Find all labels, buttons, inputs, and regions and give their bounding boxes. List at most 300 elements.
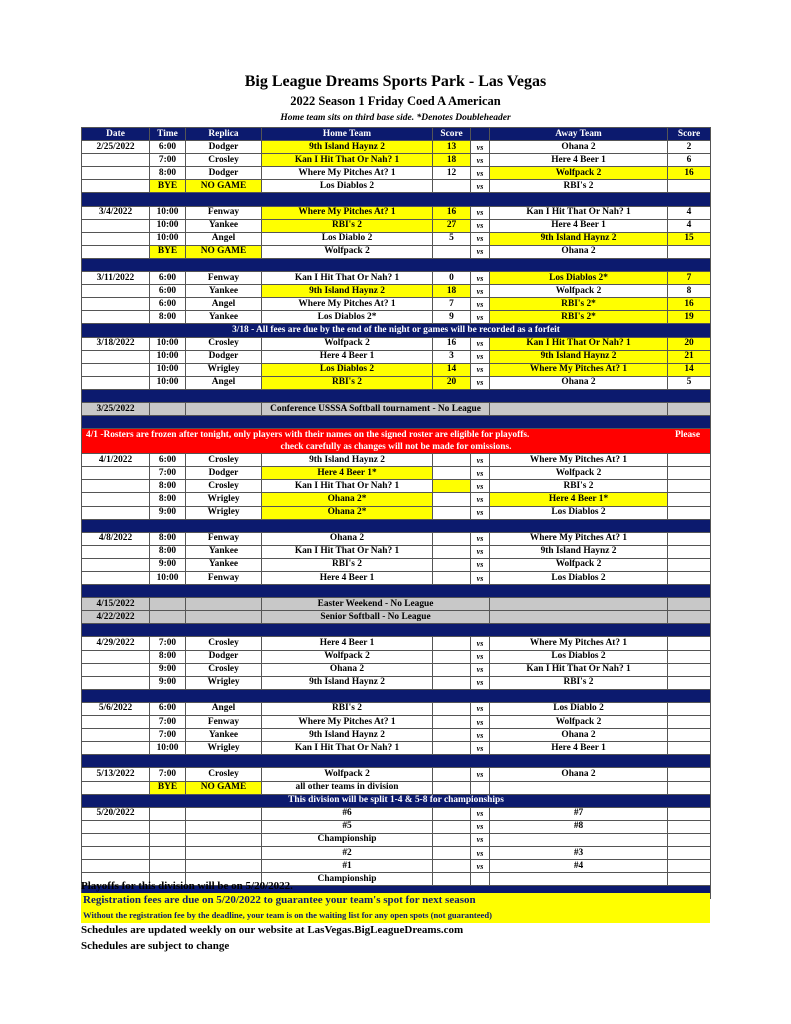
home-score-cell: [433, 532, 471, 545]
empty-cell: [186, 598, 262, 611]
game-row: [82, 219, 711, 232]
away-score-cell: [668, 833, 711, 846]
empty-cell: [150, 402, 186, 415]
home-team-cell: 9th Island Haynz 2: [262, 729, 433, 742]
date-cell: 3/18/2022: [82, 337, 150, 350]
vs-cell: vs: [471, 350, 490, 363]
away-team-cell: RBI's 2*: [490, 311, 668, 324]
vs-cell: vs: [471, 768, 490, 781]
away-team-cell: Los Diablos 2*: [490, 272, 668, 285]
away-team-cell: Kan I Hit That Or Nah? 1: [490, 206, 668, 219]
away-team-cell: Wolfpack 2: [490, 558, 668, 571]
header-away-team: Away Team: [490, 128, 668, 141]
game-row: [82, 298, 711, 311]
replica-cell: Dodger: [186, 467, 262, 480]
away-team-cell: Ohana 2: [490, 768, 668, 781]
roster-alert-row: [82, 429, 711, 454]
header-vs: [471, 128, 490, 141]
time-cell: 7:00: [150, 768, 186, 781]
header-date: Date: [82, 128, 150, 141]
home-team-cell: Kan I Hit That Or Nah? 1: [262, 272, 433, 285]
away-score-cell: [668, 454, 711, 467]
away-team-cell: [490, 833, 668, 846]
home-score-cell: [433, 716, 471, 729]
header-home-team: Home Team: [262, 128, 433, 141]
date-cell: [82, 376, 150, 389]
away-score-cell: 15: [668, 232, 711, 245]
home-score-cell: [433, 768, 471, 781]
time-cell: BYE: [150, 245, 186, 258]
vs-cell: vs: [471, 807, 490, 820]
away-score-cell: [668, 781, 711, 794]
date-cell: [82, 650, 150, 663]
replica-cell: Crosley: [186, 154, 262, 167]
replica-cell: Angel: [186, 376, 262, 389]
vs-cell: vs: [471, 860, 490, 873]
home-score-cell: [433, 506, 471, 519]
game-row: [82, 337, 711, 350]
game-row: [82, 716, 711, 729]
date-cell: [82, 729, 150, 742]
game-row: [82, 637, 711, 650]
away-team-cell: RBI's 2: [490, 480, 668, 493]
home-team-cell: Ohana 2*: [262, 493, 433, 506]
date-cell: 3/11/2022: [82, 272, 150, 285]
away-team-cell: Here 4 Beer 1: [490, 154, 668, 167]
week-separator: [82, 585, 711, 598]
away-team-cell: Where My Pitches At? 1: [490, 454, 668, 467]
date-cell: 5/13/2022: [82, 768, 150, 781]
time-cell: 10:00: [150, 350, 186, 363]
away-team-cell: Los Diablos 2: [490, 572, 668, 585]
away-team-cell: 9th Island Haynz 2: [490, 545, 668, 558]
home-score-cell: [433, 467, 471, 480]
game-row: [82, 742, 711, 755]
replica-cell: Crosley: [186, 454, 262, 467]
home-score-cell: 16: [433, 337, 471, 350]
date-cell: [82, 833, 150, 846]
time-cell: 7:00: [150, 637, 186, 650]
date-cell: [82, 860, 150, 873]
week-separator: [82, 258, 711, 271]
table-header-row: [82, 128, 711, 141]
home-score-cell: 27: [433, 219, 471, 232]
week-separator: [82, 416, 711, 429]
vs-cell: vs: [471, 376, 490, 389]
vs-cell: vs: [471, 480, 490, 493]
date-cell: [82, 663, 150, 676]
game-row: [82, 545, 711, 558]
time-cell: 6:00: [150, 141, 186, 154]
game-row: [82, 572, 711, 585]
vs-cell: vs: [471, 206, 490, 219]
away-team-cell: Kan I Hit That Or Nah? 1: [490, 663, 668, 676]
home-team-cell: RBI's 2: [262, 219, 433, 232]
date-cell: 5/6/2022: [82, 702, 150, 715]
away-team-cell: [490, 873, 668, 886]
away-score-cell: [668, 768, 711, 781]
replica-cell: Crosley: [186, 637, 262, 650]
away-score-cell: [668, 860, 711, 873]
header-away-score: Score: [668, 128, 711, 141]
week-separator: [82, 389, 711, 402]
home-team-cell: Here 4 Beer 1*: [262, 467, 433, 480]
away-score-cell: 7: [668, 272, 711, 285]
empty-cell: [490, 402, 668, 415]
date-cell: [82, 716, 150, 729]
time-cell: BYE: [150, 180, 186, 193]
away-score-cell: [668, 820, 711, 833]
vs-cell: vs: [471, 154, 490, 167]
home-score-cell: [433, 820, 471, 833]
announcement-row: [82, 794, 711, 807]
home-score-cell: [433, 781, 471, 794]
home-score-cell: [433, 742, 471, 755]
game-row: [82, 702, 711, 715]
vs-cell: vs: [471, 141, 490, 154]
away-team-cell: 9th Island Haynz 2: [490, 232, 668, 245]
game-row: [82, 167, 711, 180]
game-row: [82, 454, 711, 467]
time-cell: 9:00: [150, 663, 186, 676]
date-cell: [82, 245, 150, 258]
vs-cell: vs: [471, 167, 490, 180]
away-team-cell: Where My Pitches At? 1: [490, 363, 668, 376]
vs-cell: vs: [471, 833, 490, 846]
date-cell: [82, 167, 150, 180]
away-team-cell: Wolfpack 2: [490, 285, 668, 298]
date-cell: [82, 781, 150, 794]
home-team-cell: all other teams in division: [262, 781, 433, 794]
home-score-cell: 13: [433, 141, 471, 154]
empty-cell: [186, 402, 262, 415]
date-cell: 4/8/2022: [82, 532, 150, 545]
home-score-cell: [433, 245, 471, 258]
time-cell: 6:00: [150, 285, 186, 298]
away-team-cell: Wolfpack 2: [490, 467, 668, 480]
vs-cell: vs: [471, 245, 490, 258]
home-team-cell: Kan I Hit That Or Nah? 1: [262, 480, 433, 493]
time-cell: 6:00: [150, 454, 186, 467]
roster-alert-line2: check carefully as changes will not be made for omissions.: [280, 442, 512, 453]
home-score-cell: 12: [433, 167, 471, 180]
week-separator: [82, 519, 711, 532]
game-row: [82, 180, 711, 193]
replica-cell: Wrigley: [186, 493, 262, 506]
time-cell: 9:00: [150, 558, 186, 571]
away-team-cell: Wolfpack 2: [490, 716, 668, 729]
separator-cell: [82, 624, 711, 637]
date-cell: [82, 820, 150, 833]
vs-cell: vs: [471, 545, 490, 558]
home-score-cell: [433, 180, 471, 193]
date-cell: [82, 545, 150, 558]
vs-cell: vs: [471, 558, 490, 571]
vs-cell: vs: [471, 467, 490, 480]
time-cell: 10:00: [150, 572, 186, 585]
game-row: [82, 480, 711, 493]
replica-cell: Yankee: [186, 311, 262, 324]
empty-cell: [150, 598, 186, 611]
no-league-row: [82, 402, 711, 415]
replica-cell: [186, 846, 262, 859]
home-team-cell: Championship: [262, 833, 433, 846]
home-team-cell: Wolfpack 2: [262, 650, 433, 663]
home-score-cell: [433, 637, 471, 650]
empty-cell: [668, 611, 711, 624]
date-cell: [82, 846, 150, 859]
away-team-cell: 9th Island Haynz 2: [490, 350, 668, 363]
registration-note: Registration fees are due on 5/20/2022 to guarantee your team's spot for next season: [83, 894, 476, 906]
replica-cell: Dodger: [186, 650, 262, 663]
game-row: [82, 663, 711, 676]
away-score-cell: [668, 180, 711, 193]
no-league-text: Easter Weekend - No League: [262, 598, 490, 611]
vs-cell: vs: [471, 298, 490, 311]
away-team-cell: RBI's 2: [490, 676, 668, 689]
game-row: [82, 376, 711, 389]
roster-alert-line1: 4/1 -Rosters are frozen after tonight, only players with their names on the signed roster are eligible for playoffs.: [86, 430, 530, 441]
time-cell: 7:00: [150, 154, 186, 167]
game-row: [82, 807, 711, 820]
home-score-cell: [433, 480, 471, 493]
away-team-cell: #7: [490, 807, 668, 820]
away-team-cell: Here 4 Beer 1*: [490, 493, 668, 506]
vs-cell: vs: [471, 285, 490, 298]
replica-cell: Fenway: [186, 206, 262, 219]
away-team-cell: Here 4 Beer 1: [490, 219, 668, 232]
away-team-cell: Wolfpack 2: [490, 167, 668, 180]
home-team-cell: Where My Pitches At? 1: [262, 716, 433, 729]
away-score-cell: 16: [668, 167, 711, 180]
time-cell: 8:00: [150, 311, 186, 324]
season-subtitle: 2022 Season 1 Friday Coed A American: [290, 94, 501, 108]
vs-cell: vs: [471, 506, 490, 519]
vs-cell: vs: [471, 219, 490, 232]
registration-box: [81, 893, 710, 923]
away-score-cell: [668, 545, 711, 558]
away-score-cell: [668, 532, 711, 545]
away-score-cell: [668, 467, 711, 480]
time-cell: 8:00: [150, 480, 186, 493]
home-team-cell: 9th Island Haynz 2: [262, 676, 433, 689]
time-cell: 10:00: [150, 742, 186, 755]
no-league-text: Conference USSSA Softball tournament - No League: [262, 402, 490, 415]
away-team-cell: RBI's 2*: [490, 298, 668, 311]
game-row: [82, 363, 711, 376]
date-cell: 4/1/2022: [82, 454, 150, 467]
week-separator: [82, 193, 711, 206]
game-row: [82, 532, 711, 545]
home-score-cell: [433, 833, 471, 846]
no-league-row: [82, 598, 711, 611]
away-score-cell: [668, 558, 711, 571]
date-cell: [82, 350, 150, 363]
vs-cell: [471, 873, 490, 886]
game-row: [82, 311, 711, 324]
time-cell: 8:00: [150, 493, 186, 506]
home-team-cell: #6: [262, 807, 433, 820]
date-cell: 5/20/2022: [82, 807, 150, 820]
vs-cell: vs: [471, 454, 490, 467]
away-score-cell: 20: [668, 337, 711, 350]
home-score-cell: [433, 663, 471, 676]
time-cell: [150, 807, 186, 820]
separator-cell: [82, 193, 711, 206]
vs-cell: vs: [471, 676, 490, 689]
replica-cell: Dodger: [186, 141, 262, 154]
game-row: [82, 467, 711, 480]
vs-cell: vs: [471, 702, 490, 715]
game-row: [82, 781, 711, 794]
away-score-cell: 4: [668, 219, 711, 232]
replica-cell: Dodger: [186, 167, 262, 180]
away-score-cell: [668, 506, 711, 519]
replica-cell: [186, 833, 262, 846]
time-cell: 6:00: [150, 702, 186, 715]
empty-cell: [150, 611, 186, 624]
separator-cell: [82, 585, 711, 598]
home-score-cell: [433, 807, 471, 820]
date-cell: [82, 285, 150, 298]
date-cell: 3/25/2022: [82, 402, 150, 415]
date-cell: [82, 219, 150, 232]
replica-cell: [186, 860, 262, 873]
home-score-cell: [433, 493, 471, 506]
replica-cell: NO GAME: [186, 781, 262, 794]
home-team-cell: Where My Pitches At? 1: [262, 298, 433, 311]
replica-cell: Angel: [186, 298, 262, 311]
time-cell: 10:00: [150, 232, 186, 245]
home-team-cell: Ohana 2: [262, 663, 433, 676]
separator-cell: [82, 755, 711, 768]
time-cell: 10:00: [150, 363, 186, 376]
time-cell: 7:00: [150, 716, 186, 729]
replica-cell: Crosley: [186, 663, 262, 676]
time-cell: 10:00: [150, 337, 186, 350]
game-row: [82, 558, 711, 571]
away-team-cell: Where My Pitches At? 1: [490, 532, 668, 545]
replica-cell: Crosley: [186, 337, 262, 350]
announcement-text: This division will be split 1-4 & 5-8 for championships: [82, 794, 711, 807]
away-score-cell: [668, 493, 711, 506]
replica-cell: Dodger: [186, 350, 262, 363]
vs-cell: vs: [471, 742, 490, 755]
away-team-cell: Ohana 2: [490, 376, 668, 389]
away-score-cell: 5: [668, 376, 711, 389]
date-cell: 3/4/2022: [82, 206, 150, 219]
home-team-cell: #2: [262, 846, 433, 859]
time-cell: 10:00: [150, 206, 186, 219]
home-team-cell: Wolfpack 2: [262, 768, 433, 781]
vs-cell: vs: [471, 532, 490, 545]
website-note: Schedules are updated weekly on our website at LasVegas.BigLeagueDreams.com: [81, 924, 464, 936]
time-cell: [150, 833, 186, 846]
time-cell: 7:00: [150, 467, 186, 480]
time-cell: 6:00: [150, 298, 186, 311]
time-cell: 10:00: [150, 376, 186, 389]
game-row: [82, 350, 711, 363]
home-team-cell: #1: [262, 860, 433, 873]
date-cell: 4/29/2022: [82, 637, 150, 650]
replica-cell: Fenway: [186, 532, 262, 545]
time-cell: 9:00: [150, 506, 186, 519]
replica-cell: Fenway: [186, 716, 262, 729]
time-cell: [150, 820, 186, 833]
time-cell: 10:00: [150, 219, 186, 232]
separator-cell: [82, 519, 711, 532]
header-home-score: Score: [433, 128, 471, 141]
roster-alert-please: Please: [675, 430, 700, 441]
header-time: Time: [150, 128, 186, 141]
home-score-cell: 20: [433, 376, 471, 389]
home-team-cell: RBI's 2: [262, 702, 433, 715]
away-score-cell: 14: [668, 363, 711, 376]
home-team-cell: Wolfpack 2: [262, 337, 433, 350]
home-team-cell: Kan I Hit That Or Nah? 1: [262, 742, 433, 755]
vs-cell: vs: [471, 572, 490, 585]
replica-cell: Angel: [186, 702, 262, 715]
vs-cell: vs: [471, 637, 490, 650]
vs-cell: vs: [471, 846, 490, 859]
home-score-cell: [433, 676, 471, 689]
away-score-cell: [668, 807, 711, 820]
home-score-cell: 3: [433, 350, 471, 363]
vs-cell: vs: [471, 337, 490, 350]
date-cell: [82, 493, 150, 506]
away-team-cell: RBI's 2: [490, 180, 668, 193]
away-score-cell: 2: [668, 141, 711, 154]
home-team-cell: Where My Pitches At? 1: [262, 167, 433, 180]
away-score-cell: 16: [668, 298, 711, 311]
game-row: [82, 650, 711, 663]
home-team-cell: Kan I Hit That Or Nah? 1: [262, 154, 433, 167]
date-cell: [82, 154, 150, 167]
game-row: [82, 506, 711, 519]
away-team-cell: Here 4 Beer 1: [490, 742, 668, 755]
home-team-cell: #5: [262, 820, 433, 833]
game-row: [82, 285, 711, 298]
replica-cell: Fenway: [186, 572, 262, 585]
time-cell: [150, 860, 186, 873]
home-score-cell: 5: [433, 232, 471, 245]
away-score-cell: [668, 637, 711, 650]
home-team-cell: Ohana 2: [262, 532, 433, 545]
home-score-cell: [433, 702, 471, 715]
schedule-table: [81, 127, 711, 899]
replica-cell: Wrigley: [186, 742, 262, 755]
week-separator: [82, 624, 711, 637]
replica-cell: Yankee: [186, 558, 262, 571]
home-team-cell: Championship: [262, 873, 433, 886]
date-cell: [82, 558, 150, 571]
separator-cell: [82, 389, 711, 402]
date-cell: 4/22/2022: [82, 611, 150, 624]
announcement-text: 3/18 - All fees are due by the end of the night or games will be recorded as a forfeit: [82, 324, 711, 337]
home-score-cell: 9: [433, 311, 471, 324]
away-score-cell: 6: [668, 154, 711, 167]
away-team-cell: #4: [490, 860, 668, 873]
time-cell: 8:00: [150, 545, 186, 558]
away-score-cell: [668, 663, 711, 676]
game-row: [82, 232, 711, 245]
away-team-cell: Los Diablos 2: [490, 506, 668, 519]
empty-cell: [490, 611, 668, 624]
empty-cell: [668, 598, 711, 611]
date-cell: [82, 363, 150, 376]
home-team-cell: RBI's 2: [262, 558, 433, 571]
home-team-cell: Los Diablos 2: [262, 180, 433, 193]
